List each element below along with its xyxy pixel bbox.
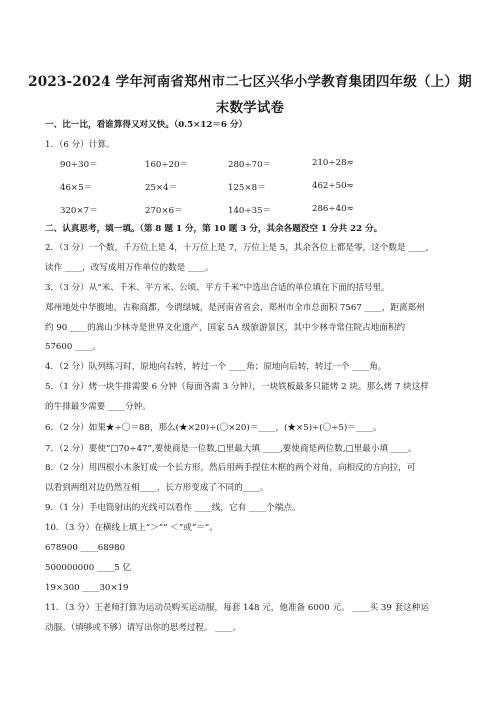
question-5-line: 5．（1 分）烤一块牛排需要 6 分钟（每面各需 3 分钟），一块铁板最多只能烤 2 块。那么烤 7 块这样 [45,382,429,392]
question-4-line: 4．（2 分）队列练习时，原地向右转，转过一个 ____角；原地向后转，转过一个 ____角。 [45,362,387,372]
exam-title-line-1: 2023-2024 学年河南省郑州市二七区兴华小学教育集团四年级（上）期 [28,74,472,90]
calc-item: 320×7＝ [60,206,98,216]
question-10-item: 678900 ____68980 [45,543,126,553]
question-2-line: 2．（3 分）一个数，千万位上是 4，十万位上是 7，万位上是 5，其余各位上都是零，这个数是 ____， [45,243,435,253]
question-9-line: 9．（1 分）手电筒射出的光线可以看作 ____线，它有 ____个端点。 [45,503,301,513]
question-11-line: 动服。（填够或不够）请写出你的思考过程。 ____。 [45,623,242,633]
calc-item: 286÷40≈ [312,204,354,214]
question-10-line: 10．（3 分）在横线上填上“＞”“ ＜”或“＝”。 [45,523,218,533]
calc-item: 210÷28≈ [312,158,354,168]
question-10-item: 19×300 ____30×19 [45,583,129,593]
calc-item: 140÷35＝ [228,206,272,216]
question-3-line: 57600 ____。 [45,342,101,352]
calc-item: 462÷50≈ [312,181,354,191]
section-1-heading: 一、比一比，看谁算得又对又快。（0.5×12＝6 分） [45,120,248,130]
question-10-item: 500000000 ____5 亿 [45,563,131,573]
section-2-heading: 二、认真思考，填一填。（第 8 题 1 分，第 10 题 3 分，其余各题没空 1 分共 22 分。 [45,224,383,234]
calc-item: 280÷70＝ [228,160,272,170]
calc-item: 160÷20＝ [145,160,189,170]
calc-item: 270×6＝ [145,206,183,216]
question-8-line: 以看到两组对边仍然互相____，长方形变成了不同的____。 [45,483,269,493]
question-1: 1．（6 分）计算。 [45,140,115,150]
calc-item: 90÷30＝ [60,160,98,170]
question-11-line: 11．（3 分）王老师打算为运动员购买运动服，每套 148 元，他准备 6000 元。 ____买 39 套这种运 [45,603,429,613]
question-5-line: 的牛排最少需要 ____分钟。 [45,402,151,412]
question-3-line: 郑州地处中华腹地，古称商都，今谓绿城，是河南省省会，郑州市全市总面积 7567 ____，距离郑州 [45,303,425,313]
question-3-line: 约 90 ____的嵩山少林寺是世界文化遗产，国家 5A 级旅游景区，其中少林寺常住院占地面积约 [45,323,406,333]
question-8-line: 8．（2 分）用四根小木条钉成一个长方形，然后用两手捏住木框的两个对角，向相反的方向拉，可 [45,463,416,473]
question-2-line: 读作 ____，改写成用万作单位的数是 ____。 [45,263,214,273]
exam-title-line-2: 末数学试卷 [215,100,285,116]
question-6-line: 6．（2 分）如果★÷〇＝88，那么(★×20)÷(〇×20)＝____，(★×5)÷(〇÷5)＝____。 [45,423,382,433]
calc-item: 46×5＝ [60,183,93,193]
calc-item: 25×4＝ [145,183,178,193]
question-7-line: 7．（2 分）要使“□70÷47”,要使商是一位数,□里最大填 ____,要使商是两位数,□里最小填 ____。 [45,444,417,454]
question-3-line: 3．（3 分）从“米、千米、平方米、公顷、平方千米”中选出合适的单位填在下面的括号里。 [45,283,390,293]
calc-item: 125×8＝ [228,183,266,193]
